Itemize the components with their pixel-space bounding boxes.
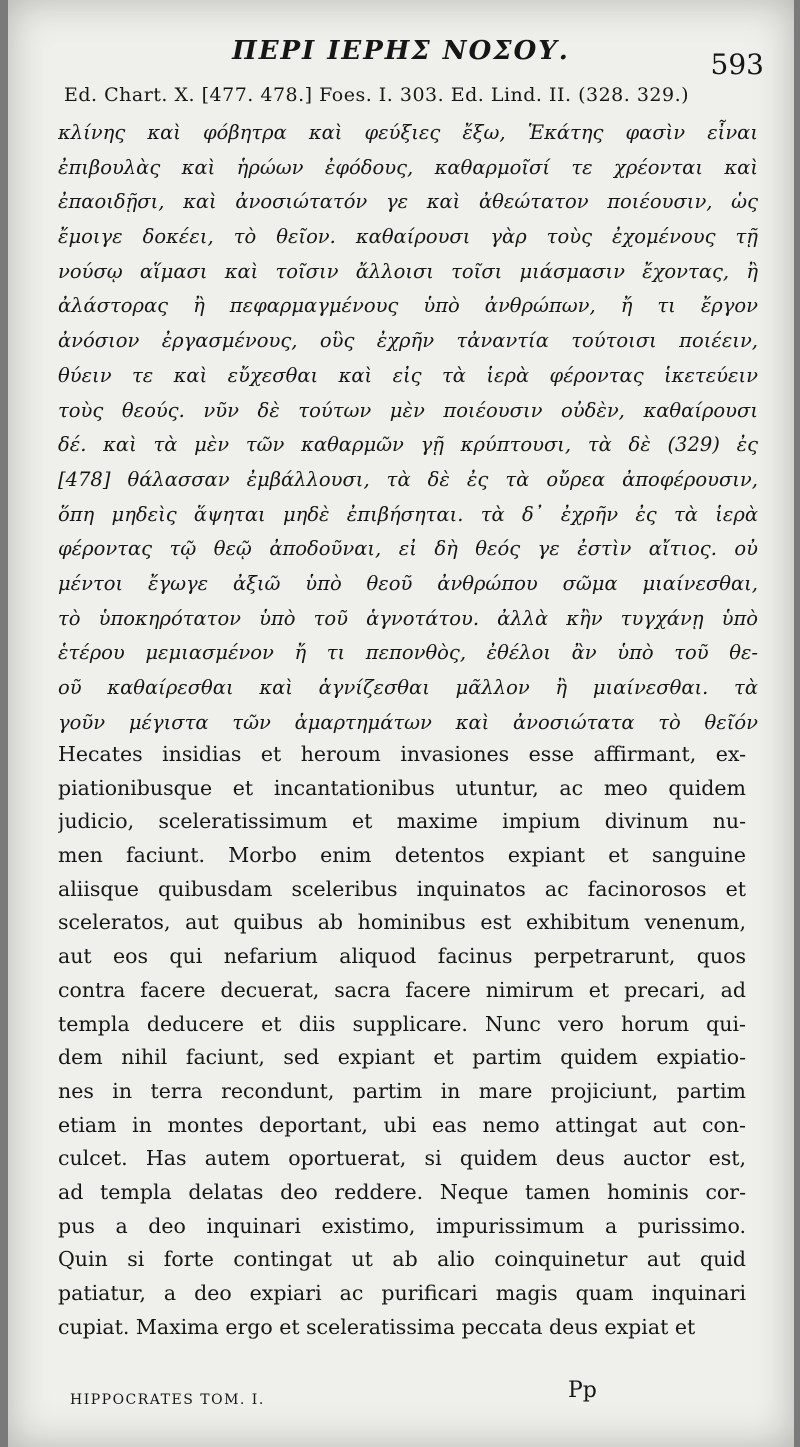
greek-line: ἀλάστορας ἢ πεφαρμαγμένους ὑπὸ ἀνθρώπων, ἤ τι ἔργον <box>58 294 758 318</box>
greek-line: νούσῳ αἵμασι καὶ τοῖσιν ἄλλοισι τοῖσι μιάσμασιν ἔχοντας, ἢ <box>58 259 758 283</box>
latin-line: etiam in montes deportant, ubi eas nemo attingat aut con- <box>58 1112 746 1137</box>
greek-line: θύειν τε καὶ εὔχεσθαι καὶ εἰς τὰ ἱερὰ φέροντας ἱκετεύειν <box>58 363 758 387</box>
greek-line: ἔμοιγε δοκέει, τὸ θεῖον. καθαίρουσι γὰρ τοὺς ἐχομένους τῇ <box>58 225 758 249</box>
latin-line: nes in terra recondunt, partim in mare projiciunt, partim <box>58 1078 746 1103</box>
volume-signature: HIPPOCRATES TOM. I. <box>70 1392 265 1408</box>
greek-line: [478] θάλασσαν ἐμβάλλουσι, τὰ δὲ ἐς τὰ οὔρεα ἀποφέρουσιν, <box>58 467 758 491</box>
book-page <box>8 0 794 1447</box>
latin-line: dem nihil faciunt, sed expiant et partim quidem expiatio- <box>58 1045 746 1070</box>
running-head: ΠΕΡΙ ΙΕΡΗΣ ΝΟΣΟΥ. <box>232 36 570 66</box>
latin-line: aut eos qui nefarium aliquod facinus perpetrarunt, quos <box>58 944 746 969</box>
page-number: 593 <box>710 48 764 81</box>
latin-line: cupiat. Maxima ergo et sceleratissima peccata deus expiat et <box>58 1314 696 1339</box>
latin-line: contra facere decuerat, sacra facere nimirum et precari, ad <box>58 977 746 1002</box>
greek-text-block <box>58 116 758 740</box>
greek-line: ἑτέρου μεμιασμένον ἤ τι πεπονθὸς, ἐθέλοι ἂν ὑπὸ τοῦ θε- <box>58 641 758 665</box>
latin-line: patiatur, a deo expiari ac purificari magis quam inquinari <box>58 1281 746 1305</box>
latin-line: sceleratos, aut quibus ab hominibus est exhibitum venenum, <box>58 910 746 935</box>
gathering-mark: Pp <box>568 1378 597 1403</box>
latin-line: judicio, sceleratissimum et maxime impium divinum nu- <box>58 809 746 834</box>
greek-line: ἐπαοιδῇσι, καὶ ἀνοσιώτατόν γε καὶ ἀθεώτατον ποιέουσιν, ὡς <box>58 190 758 214</box>
latin-line: culcet. Has autem oportuerat, si quidem deus auctor est, <box>58 1146 746 1171</box>
latin-line: aliisque quibusdam sceleribus inquinatos ac facinorosos et <box>58 876 746 901</box>
greek-line: γοῦν μέγιστα τῶν ἁμαρτημάτων καὶ ἀνοσιώτατα τὸ θεῖόν <box>58 710 758 734</box>
greek-line: τοὺς θεούς. νῦν δὲ τούτων μὲν ποιέουσιν οὐδὲν, καθαίρουσι <box>58 398 758 422</box>
latin-line: templa deducere et diis supplicare. Nunc vero horum qui- <box>58 1011 746 1036</box>
greek-line: ὅπη μηδεὶς ἅψηται μηδὲ ἐπιβήσηται. τὰ δ᾽ ἐχρῆν ἐς τὰ ἱερὰ <box>58 502 758 526</box>
latin-text-block <box>58 738 746 1344</box>
greek-line: μέντοι ἔγωγε ἀξιῶ ὑπὸ θεοῦ ἀνθρώπου σῶμα μιαίνεσθαι, <box>58 571 758 595</box>
latin-line: pus a deo inquinari existimo, impurissimum a purissimo. <box>58 1213 746 1238</box>
latin-line: piationibusque et incantationibus utuntur, ac meo quidem <box>58 775 746 800</box>
latin-line: ad templa delatas deo reddere. Neque tamen hominis cor- <box>58 1179 746 1204</box>
greek-line: οῦ καθαίρεσθαι καὶ ἁγνίζεσθαι μᾶλλον ἢ μιαίνεσθαι. τὰ <box>58 676 758 699</box>
latin-line: men faciunt. Morbo enim detentos expiant et sanguine <box>58 843 746 868</box>
edition-line: Ed. Chart. X. [477. 478.] Foes. I. 303. Ed. Lind. II. (328. 329.) <box>64 84 690 106</box>
greek-line: δέ. καὶ τὰ μὲν τῶν καθαρμῶν γῇ κρύπτουσι, τὰ δὲ (329) ἐς <box>58 433 758 457</box>
latin-line: Hecates insidias et heroum invasiones esse affirmant, ex- <box>58 742 746 766</box>
greek-line: τὸ ὑποκηρότατον ὑπὸ τοῦ ἁγνοτάτου. ἀλλὰ κἢν τυγχάνῃ ὑπὸ <box>58 606 758 630</box>
greek-line: κλίνης καὶ φόβητρα καὶ φεύξιες ἔξω, Ἑκάτης φασὶν εἶναι <box>58 121 758 144</box>
greek-line: φέροντας τῷ θεῷ ἀποδοῦναι, εἰ δὴ θεός γε ἐστὶν αἴτιος. οὐ <box>58 537 758 561</box>
greek-line: ἀνόσιον ἐργασμένους, οὓς ἐχρῆν τἀναντία τούτοισι ποιέειν, <box>58 329 758 353</box>
greek-line: ἐπιβουλὰς καὶ ἡρώων ἐφόδους, καθαρμοῖσί τε χρέονται καὶ <box>58 155 758 179</box>
latin-line: Quin si forte contingat ut ab alio coinquinetur aut quid <box>58 1247 746 1272</box>
